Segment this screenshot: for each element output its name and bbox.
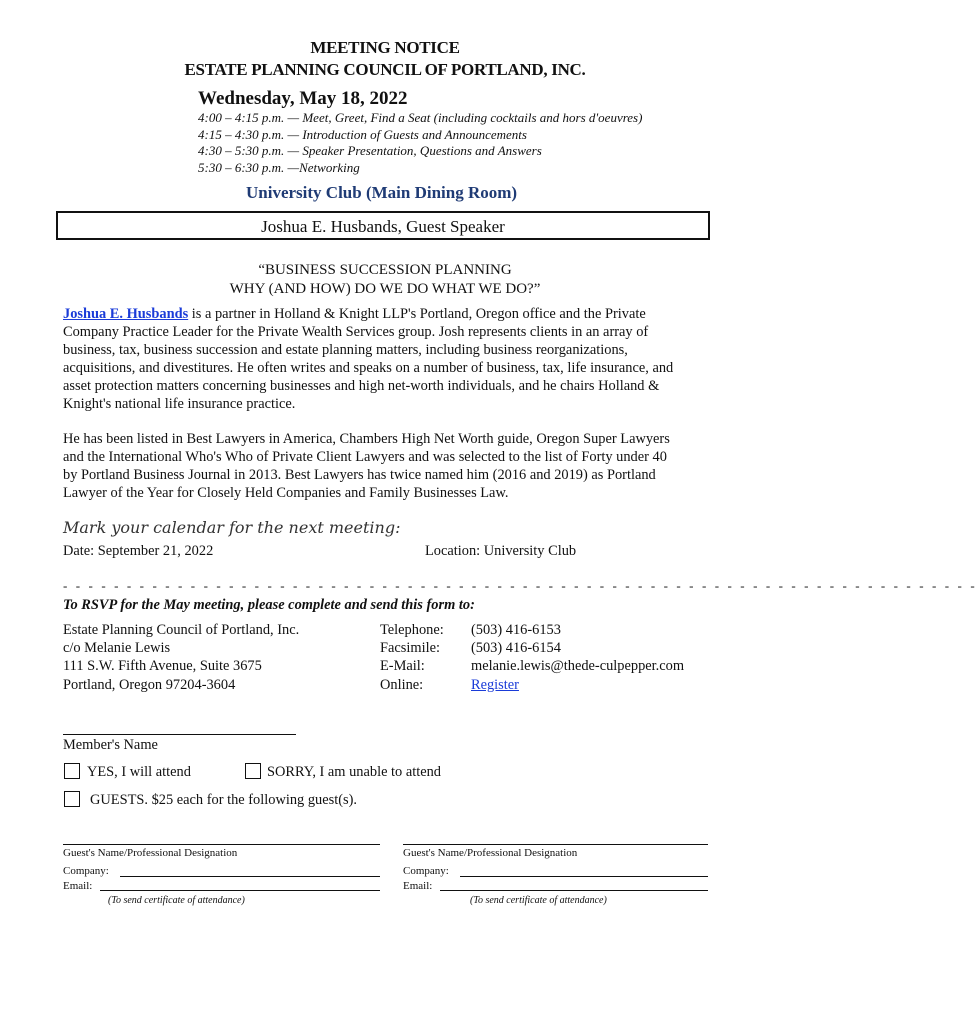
rsvp-address — [63, 621, 363, 694]
rsvp-title: To RSVP for the May meeting, please complete and send this form to: — [63, 597, 475, 613]
bio-paragraph-2 — [63, 430, 713, 502]
company-label-left: Company: — [63, 865, 109, 877]
email-label-right: Email: — [403, 880, 433, 892]
contact-labels — [380, 621, 470, 694]
facsimile-value: (503) 416-6154 — [471, 640, 561, 657]
address-line: Portland, Oregon 97204-3604 — [63, 676, 236, 693]
next-meeting-location: Location: University Club — [425, 543, 577, 559]
certificate-note-left: (To send certificate of attendance) — [108, 895, 245, 906]
bio-line: He has been listed in Best Lawyers in America, Chambers High Net Worth guide, Oregon Super Lawyers — [63, 431, 670, 447]
bio-line: acquisitions, and divestitures. He often writes and speaks on a number of business, tax, life insurance, and — [63, 360, 674, 376]
notice-title: MEETING NOTICE — [310, 38, 460, 57]
guest-name-label-right: Guest's Name/Professional Designation — [403, 847, 578, 859]
schedule-item: 5:30 – 6:30 p.m. —Networking — [198, 159, 360, 175]
speaker-name-link[interactable]: Joshua E. Husbands — [63, 306, 189, 322]
yes-checkbox[interactable] — [64, 763, 80, 779]
email-line-left[interactable] — [100, 890, 380, 891]
schedule-item: 4:00 – 4:15 p.m. — Meet, Greet, Find a Seat (including cocktails and hors d'oeuvres) — [198, 110, 643, 125]
bio-text: is a partner in Holland & Knight LLP's Portland, Oregon office and the Private — [188, 306, 646, 322]
organization-name: ESTATE PLANNING COUNCIL OF PORTLAND, INC. — [184, 60, 586, 79]
member-name-line[interactable] — [63, 734, 296, 735]
address-line: Estate Planning Council of Portland, Inc. — [63, 622, 300, 638]
guests-label: GUESTS. $25 each for the following guest(s). — [90, 792, 357, 808]
topic-line-1: “BUSINESS SUCCESSION PLANNING — [258, 262, 512, 278]
bio-line: and the International Who's Who of Private Client Lawyers and was selected to the list of Forty under 40 — [63, 449, 667, 465]
bio-line — [63, 305, 713, 323]
topic-line-2: WHY (AND HOW) DO WE DO WHAT WE DO?” — [229, 281, 541, 297]
email-label-left: Email: — [63, 880, 93, 892]
speaker-banner: Joshua E. Husbands, Guest Speaker — [56, 211, 710, 240]
member-name-label: Member's Name — [63, 737, 158, 753]
bio-line: asset protection matters concerning businesses and high net-worth individuals, and he chairs Holland & — [63, 378, 660, 394]
email-label: E-Mail: — [380, 658, 425, 675]
guest-name-label-left: Guest's Name/Professional Designation — [63, 847, 238, 859]
telephone-label: Telephone: — [380, 622, 444, 638]
cut-line-divider: - - - - - - - - - - - - - - - - - - - - - - - - - - - - - - - - - - - - - - - - - - - - - - - - - - - - - - - - - - - - - - - - - - - - - - - - — [63, 578, 977, 593]
email-value: melanie.lewis@thede-culpepper.com — [471, 658, 685, 675]
online-label: Online: — [380, 676, 424, 693]
certificate-note-right: (To send certificate of attendance) — [470, 895, 607, 906]
facsimile-label: Facsimile: — [380, 640, 440, 657]
guest-name-line-right[interactable] — [403, 844, 708, 845]
bio-paragraph-1 — [63, 305, 713, 413]
schedule-item: 4:30 – 5:30 p.m. — Speaker Presentation, Questions and Answers — [198, 143, 542, 158]
register-link[interactable]: Register — [471, 676, 519, 693]
bio-line: Lawyer of the Year for Closely Held Companies and Family Businesses Law. — [63, 485, 509, 501]
company-line-left[interactable] — [120, 876, 380, 877]
yes-label: YES, I will attend — [87, 764, 191, 780]
sorry-checkbox[interactable] — [245, 763, 261, 779]
telephone-value: (503) 416-6153 — [471, 622, 561, 638]
contact-values — [471, 621, 731, 694]
venue-name: University Club (Main Dining Room) — [246, 183, 518, 202]
bio-line: Knight's national life insurance practice. — [63, 396, 296, 412]
schedule-item: 4:15 – 4:30 p.m. — Introduction of Guests and Announcements — [198, 126, 527, 142]
guest-name-line-left[interactable] — [63, 844, 380, 845]
company-label-right: Company: — [403, 865, 449, 877]
address-line: c/o Melanie Lewis — [63, 640, 171, 657]
bio-line: business, tax, business succession and estate planning matters, including business reorganizations, — [63, 342, 628, 358]
sorry-label: SORRY, I am unable to attend — [267, 764, 442, 780]
meeting-date: Wednesday, May 18, 2022 — [198, 88, 408, 109]
company-line-right[interactable] — [460, 876, 708, 877]
guests-checkbox[interactable] — [64, 791, 80, 807]
next-meeting-date: Date: September 21, 2022 — [63, 543, 214, 559]
schedule-list — [198, 110, 718, 176]
next-meeting-heading: Mark your calendar for the next meeting: — [63, 518, 401, 537]
bio-line: by Portland Business Journal in 2013. Best Lawyers has twice named him (2016 and 2019) as Portland — [63, 467, 656, 483]
address-line: 111 S.W. Fifth Avenue, Suite 3675 — [63, 658, 262, 675]
bio-line: Company Practice Leader for the Private Wealth Services group. Josh represents clients in an array of — [63, 324, 649, 340]
email-line-right[interactable] — [440, 890, 708, 891]
